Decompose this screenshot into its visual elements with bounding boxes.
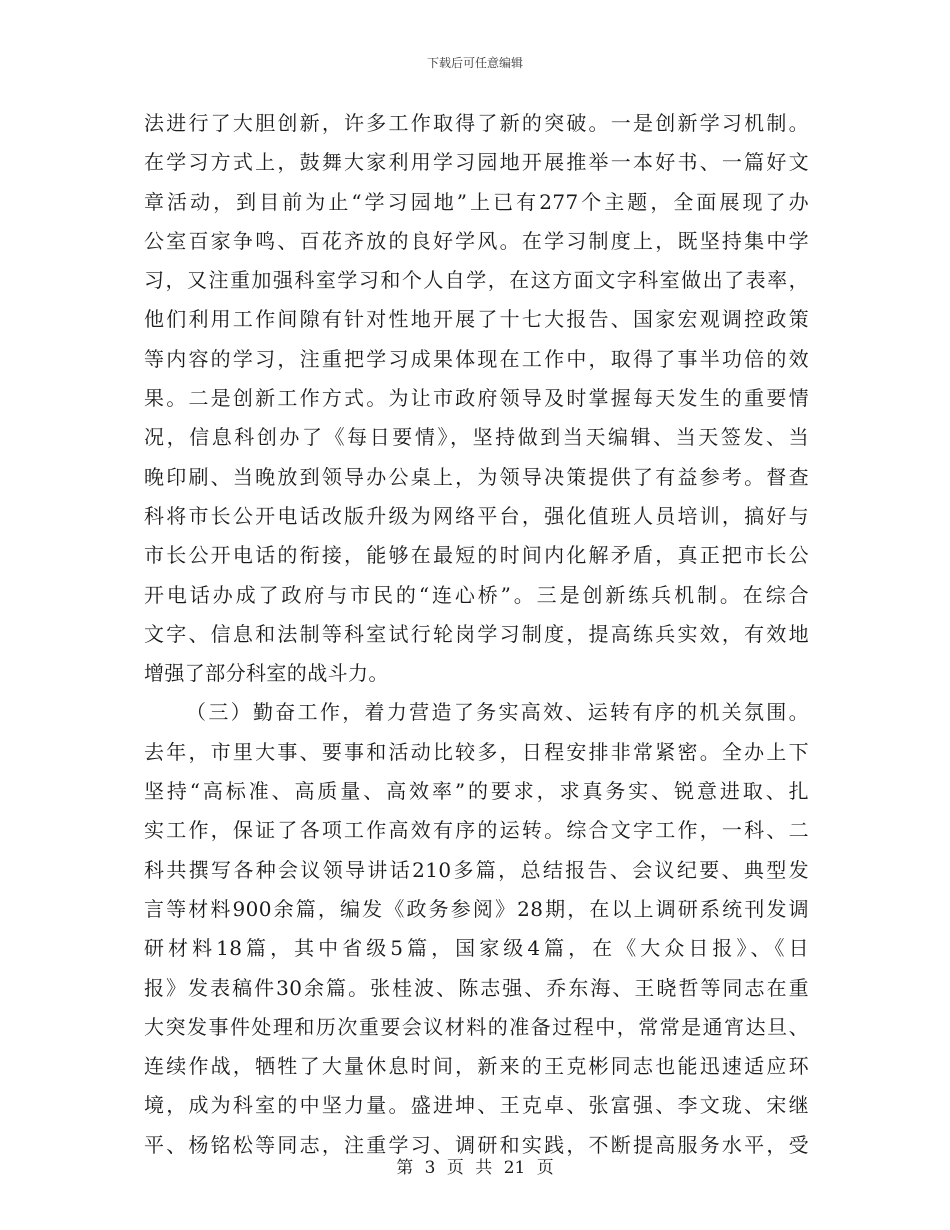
text-line: 晚印刷、当晚放到领导办公桌上，为领导决策提供了有益参考。督查	[144, 464, 809, 489]
text-line: 章活动，到目前为止“学习园地”上已有277个主题，全面展现了办	[144, 189, 809, 214]
paragraph-2	[144, 693, 809, 1165]
text-line: 研材料18篇，其中省级5篇，国家级4篇，在《大众日报》、《日	[144, 936, 809, 961]
text-line: 报》发表稿件30余篇。张桂波、陈志强、乔东海、王晓哲等同志在重	[144, 975, 809, 1000]
document-body	[144, 104, 809, 1165]
text-line: 公室百家争鸣、百花齐放的良好学风。在学习制度上，既坚持集中学	[144, 228, 809, 253]
text-line: 去年，市里大事、要事和活动比较多，日程安排非常紧密。全办上下	[144, 739, 809, 764]
text-line: 实工作，保证了各项工作高效有序的运转。综合文字工作，一科、二	[144, 818, 809, 843]
section-heading-line: （三）勤奋工作，着力营造了务实高效、运转有序的机关氛围。	[186, 700, 809, 725]
text-line: 科共撰写各种会议领导讲话210多篇，总结报告、会议纪要、典型发	[144, 857, 809, 882]
text-line: 他们利用工作间隙有针对性地开展了十七大报告、国家宏观调控政策	[144, 307, 809, 332]
text-line: 况，信息科创办了《每日要情》，坚持做到当天编辑、当天签发、当	[144, 425, 809, 450]
text-line: 境，成为科室的中坚力量。盛进坤、王克卓、张富强、李文珑、宋继	[144, 1093, 809, 1118]
text-line: 开电话办成了政府与市民的“连心桥”。三是创新练兵机制。在综合	[144, 582, 809, 607]
text-line: 大突发事件处理和历次重要会议材料的准备过程中，常常是通宵达旦、	[144, 1014, 809, 1039]
text-line: 文字、信息和法制等科室试行轮岗学习制度，提高练兵实效，有效地	[144, 621, 809, 646]
page-number-footer: 第 3 页 共 21 页	[396, 1158, 554, 1178]
page-header-note: 下载后可任意编辑	[426, 56, 523, 70]
text-line: 市长公开电话的衔接，能够在最短的时间内化解矛盾，真正把市长公	[144, 543, 809, 568]
text-line: 等内容的学习，注重把学习成果体现在工作中，取得了事半功倍的效	[144, 346, 809, 371]
text-line: 平、杨铭松等同志，注重学习、调研和实践，不断提高服务水平，受	[144, 1132, 809, 1157]
text-line: 连续作战，牺牲了大量休息时间，新来的王克彬同志也能迅速适应环	[144, 1054, 809, 1079]
text-line: 言等材料900余篇，编发《政务参阅》28期，在以上调研系统刊发调	[144, 896, 809, 921]
text-line: 习，又注重加强科室学习和个人自学，在这方面文字科室做出了表率，	[144, 268, 809, 293]
text-line: 坚持“高标准、高质量、高效率”的要求，求真务实、锐意进取、扎	[144, 779, 809, 804]
text-line: 在学习方式上，鼓舞大家利用学习园地开展推举一本好书、一篇好文	[144, 150, 809, 175]
text-line: 科将市长公开电话改版升级为网络平台，强化值班人员培训，搞好与	[144, 503, 809, 528]
text-line: 果。二是创新工作方式。为让市政府领导及时掌握每天发生的重要情	[144, 386, 809, 411]
text-line: 法进行了大胆创新，许多工作取得了新的突破。一是创新学习机制。	[144, 111, 809, 135]
text-line: 增强了部分科室的战斗力。	[144, 661, 389, 686]
paragraph-1	[144, 104, 809, 693]
